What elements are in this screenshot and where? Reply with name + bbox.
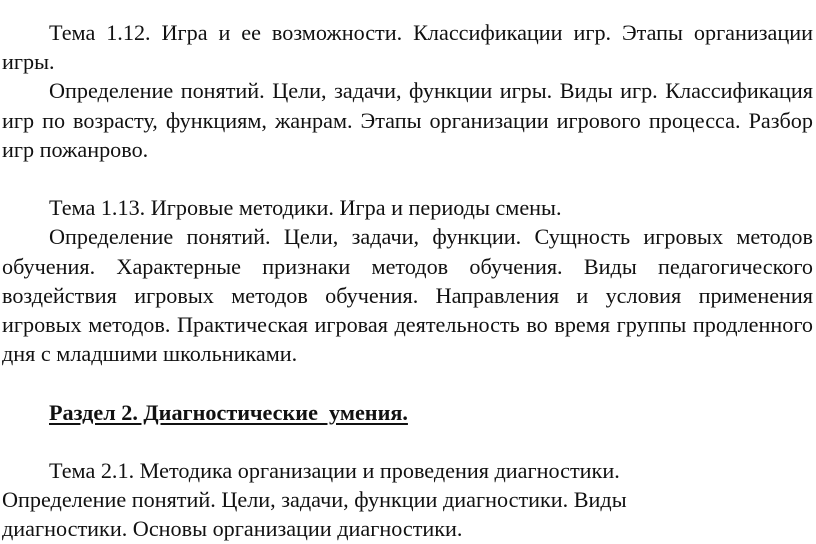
topic-1-13-body: Определение понятий. Цели, задачи, функции. Сущность игровых методов обучения. Характерные признаки методов обучения. Виды педагогического воздействия игровых методов обучения. Направления и условия применения игровых методов. Практическая игровая деятельность во время группы продленного дня с младшими школьниками.: [2, 224, 813, 367]
topic-2-1-paragraph: [2, 456, 813, 544]
section-2-heading: Раздел 2. Диагностические умения.: [49, 399, 408, 425]
paragraph-spacer: [2, 164, 813, 193]
topic-2-1-body-line-2: диагностики. Основы организации диагностики.: [2, 516, 463, 542]
paragraph-spacer: [2, 368, 813, 397]
topic-2-1-body-line-1: Определение понятий. Цели, задачи, функции диагностики. Виды: [2, 487, 627, 513]
topic-2-1-heading: Тема 2.1. Методика организации и проведения диагностики.: [49, 458, 620, 483]
paragraph-spacer: [2, 427, 813, 456]
document-page: [2, 18, 813, 544]
topic-1-12-body: Определение понятий. Цели, задачи, функции игры. Виды игр. Классификация игр по возрасту, функциям, жанрам. Этапы организации игрового процесса. Разбор игр пожанрово.: [2, 78, 813, 162]
topic-1-13-heading: Тема 1.13. Игровые методики. Игра и периоды смены.: [49, 195, 562, 221]
topic-1-12-heading: Тема 1.12. Игра и ее возможности. Классификации игр. Этапы организации игры.: [2, 20, 813, 75]
